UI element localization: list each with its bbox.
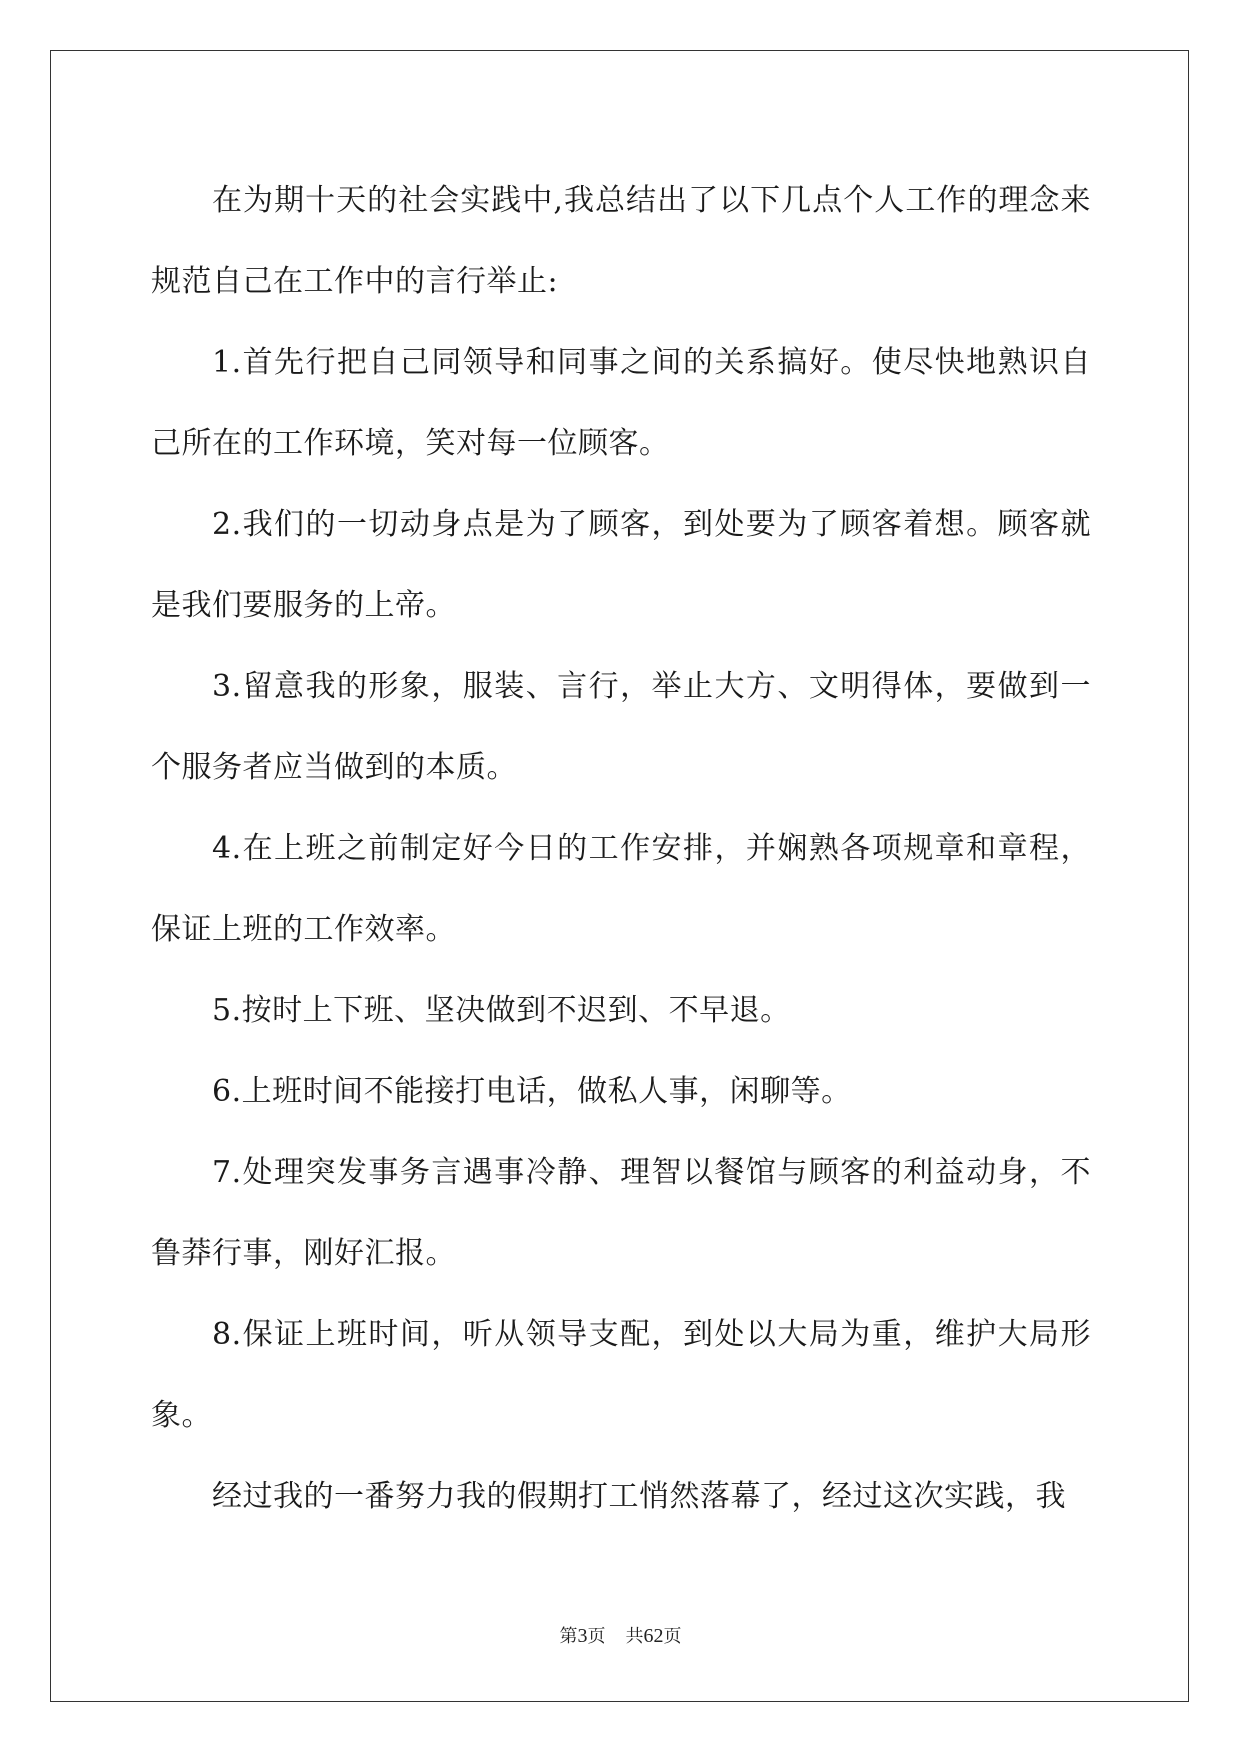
total-page-count: 62	[643, 1625, 664, 1647]
paragraph-intro: 在为期十天的社会实践中,我总结出了以下几点个人工作的理念来规范自己在工作中的言行举止:	[151, 183, 1091, 299]
list-item-2: 2.我们的一切动身点是为了顾客，到处要为了顾客着想。顾客就是我们要服务的上帝。	[151, 507, 1091, 623]
current-page-number: 3	[577, 1625, 588, 1647]
document-body	[151, 160, 1091, 1537]
list-item-5: 5.按时上下班、坚决做到不迟到、不早退。	[212, 993, 791, 1028]
list-item-8: 8.保证上班时间，听从领导支配，到处以大局为重，维护大局形象。	[151, 1317, 1091, 1433]
list-item-6: 6.上班时间不能接打电话，做私人事，闲聊等。	[212, 1074, 852, 1109]
page-number-label: 第3页	[559, 1625, 606, 1647]
list-item-3: 3.留意我的形象，服装、言行，举止大方、文明得体，要做到一个服务者应当做到的本质。	[151, 669, 1091, 785]
total-pages-label: 共62页	[625, 1625, 682, 1647]
list-item-1: 1.首先行把自己同领导和同事之间的关系搞好。使尽快地熟识自己所在的工作环境，笑对每一位顾客。	[151, 345, 1091, 461]
paragraph-closing: 经过我的一番努力我的假期打工悄然落幕了，经过这次实践，我	[212, 1479, 1066, 1514]
list-item-4: 4.在上班之前制定好今日的工作安排，并娴熟各项规章和章程，保证上班的工作效率。	[151, 831, 1091, 947]
list-item-7: 7.处理突发事务言遇事冷静、理智以餐馆与顾客的利益动身，不鲁莽行事，刚好汇报。	[151, 1155, 1091, 1271]
page-footer	[0, 1624, 1241, 1649]
